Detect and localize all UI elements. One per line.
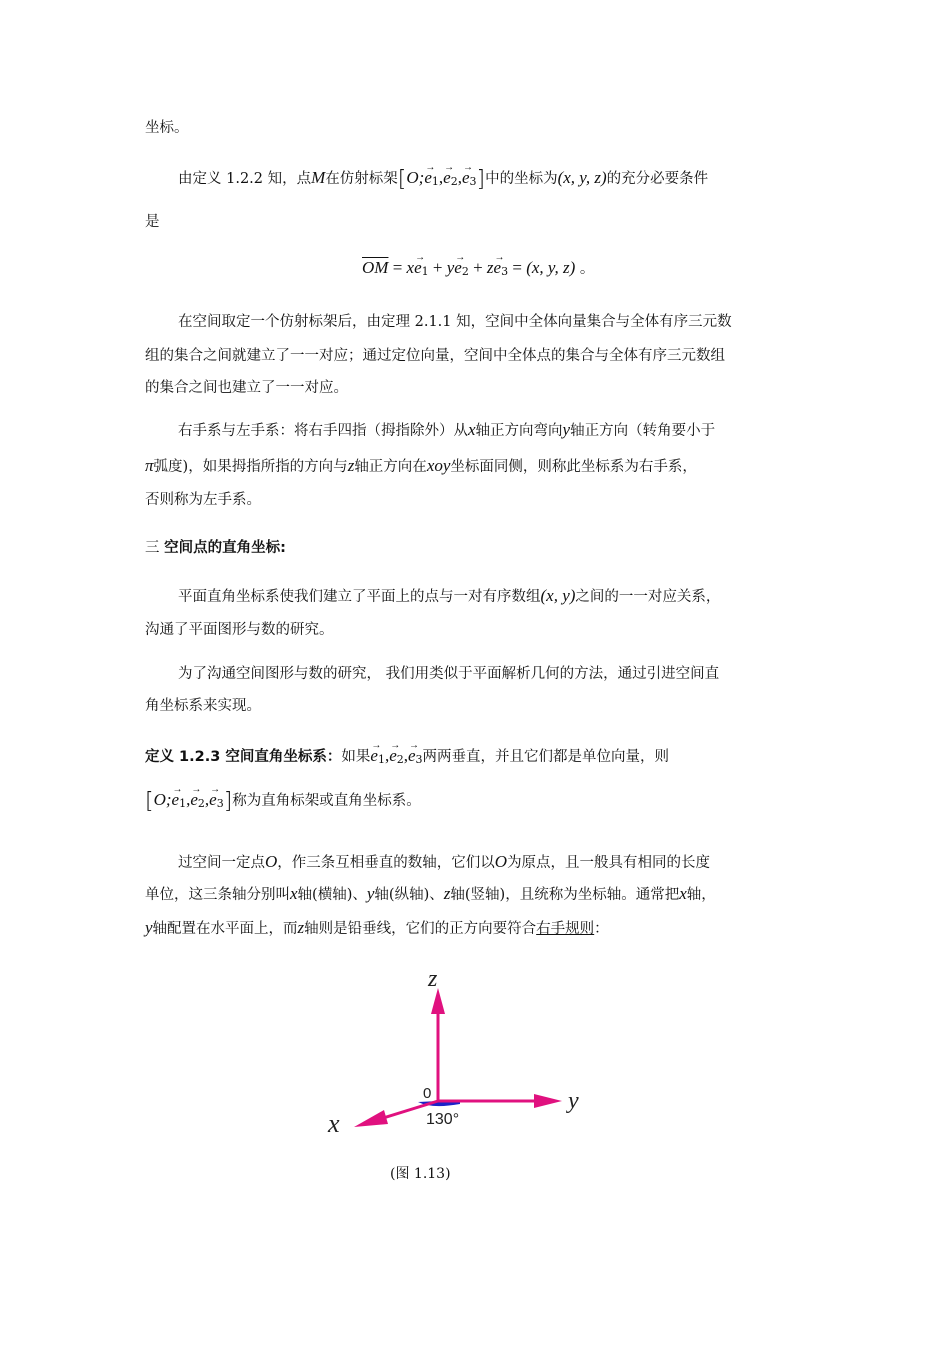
text-line: 沟通了平面图形与数的研究。 bbox=[145, 622, 334, 638]
angle-label: 130° bbox=[426, 1111, 460, 1128]
text-line: y轴配置在水平面上，而z轴则是铅垂线，它们的正方向要符合右手规则： bbox=[145, 918, 609, 937]
coordinate-axes-figure bbox=[320, 960, 620, 1150]
section-heading: 三 空间点的直角坐标: bbox=[145, 540, 286, 556]
vector-e: → e bbox=[462, 168, 470, 188]
text-line: 过空间一定点O，作三条互相垂直的数轴，它们以O为原点，且一般具有相同的长度 bbox=[178, 852, 711, 871]
text-line: 在空间取定一个仿射标架后，由定理 2.1.1 知，空间中全体向量集合与全体有序三元数 bbox=[178, 314, 732, 330]
vector-e: → e bbox=[424, 168, 432, 188]
y-axis-label: y bbox=[568, 1088, 579, 1114]
origin-label: 0 bbox=[423, 1085, 432, 1102]
x-axis-label: x bbox=[328, 1109, 340, 1138]
text-line: 是 bbox=[145, 214, 160, 230]
paragraph-right-hand: 右手系与左手系：将右手四指（拇指除外）从x轴正方向弯向y轴正方向（转角要小于 bbox=[178, 420, 716, 439]
definition-1-2-3: 定义 1.2.3 空间直角坐标系：如果→ e1,→ e2,→ e3两两垂直，并且它们都是单位向量，则 bbox=[145, 746, 669, 770]
paragraph-affine-coords: 由定义 1.2.2 知，点M在仿射标架[O;→ e1,→ e2,→ e3]中的坐标为(x, y, z)的充分必要条件 bbox=[178, 168, 708, 192]
equation-om: $\overline{OM} = x\to e1 + y\to e2 + z\to e3 = (x$, y, z) 。 bbox=[362, 258, 594, 282]
text-line: 平面直角坐标系使我们建立了平面上的点与一对有序数组(x, y)之间的一一对应关系， bbox=[178, 586, 721, 605]
text-line: 单位，这三条轴分别叫x轴(横轴)、y轴(纵轴)、z轴(竖轴)，且统称为坐标轴。通常把x轴， bbox=[145, 884, 716, 903]
text-line: 否则称为左手系。 bbox=[145, 492, 261, 508]
text-line: [O;→ e1,→ e2,→ e3]称为直角标架或直角坐标系。 bbox=[145, 790, 421, 814]
x-axis-arrowhead bbox=[354, 1110, 388, 1127]
text-line: 坐标。 bbox=[145, 120, 189, 136]
z-axis-label: z bbox=[428, 966, 438, 992]
text-line: 的集合之间也建立了一一对应。 bbox=[145, 380, 348, 396]
text-line: π弧度)，如果拇指所指的方向与z轴正方向在xoy坐标面同侧，则称此坐标系为右手系， bbox=[145, 456, 697, 475]
y-axis-arrowhead bbox=[534, 1094, 562, 1108]
vector-e: → e bbox=[443, 168, 451, 188]
figure-caption: (图 1.13) bbox=[390, 1166, 451, 1182]
text-line: 为了沟通空间图形与数的研究， 我们用类似于平面解析几何的方法，通过引进空间直 bbox=[178, 666, 720, 682]
text-line: 角坐标系来实现。 bbox=[145, 698, 261, 714]
text-line: 组的集合之间就建立了一一对应；通过定位向量，空间中全体点的集合与全体有序三元数组 bbox=[145, 348, 725, 364]
